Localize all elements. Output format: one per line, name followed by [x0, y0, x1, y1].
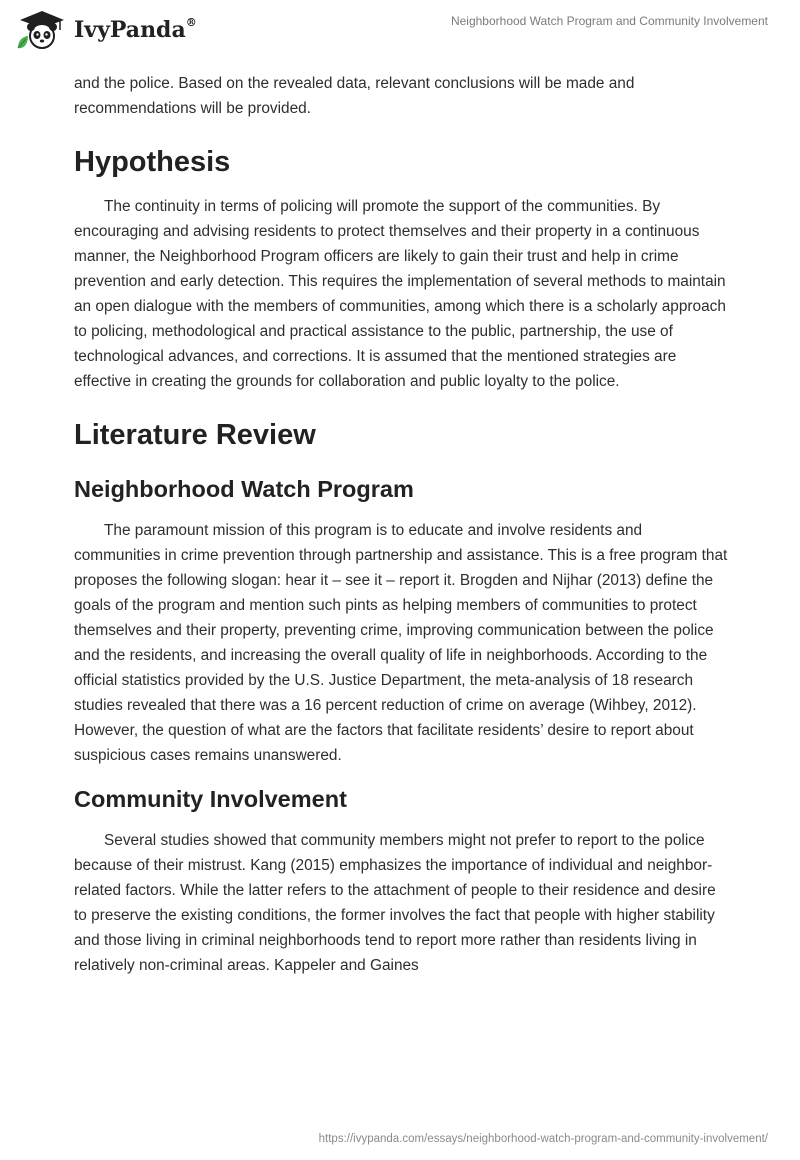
panda-graduate-icon [14, 8, 70, 52]
watch-program-heading: Neighborhood Watch Program [74, 476, 414, 502]
document-title: Neighborhood Watch Program and Community Involvement [450, 14, 768, 28]
source-url[interactable]: https://ivypanda.com/essays/neighborhood-watch-program-and-community-involvement/ [318, 1133, 768, 1145]
hypothesis-heading: Hypothesis [74, 146, 231, 178]
page-header [0, 0, 800, 64]
community-involvement-heading: Community Involvement [74, 786, 347, 812]
literature-review-heading: Literature Review [74, 419, 316, 451]
intro-paragraph: and the police. Based on the revealed data, relevant conclusions will be made and recommendations will be provided. [74, 75, 635, 117]
ivypanda-logo[interactable] [14, 8, 197, 52]
hypothesis-paragraph: The continuity in terms of policing will promote the support of the communities. By encouraging and advising residents to protect themselves and their property in a continuous manner, the Neighborhood Program officers are likely to gain their trust and help in crime prevention and early detection. This requires the implementation of several methods to maintain an open dialogue with the members of communities, among which there is a scholarly approach to policing, methodological and practical assistance to the public, partnership, the use of technological advances, and corrections. It is assumed that the mentioned strategies are effective in creating the grounds for collaboration and public loyalty to the police. [74, 198, 726, 390]
watch-program-paragraph: The paramount mission of this program is to educate and involve residents and communities in crime prevention through partnership and assistance. This is a free program that proposes the following slogan: hear it – see it – report it. Brogden and Nijhar (2013) define the goals of the program and mention such pints as helping members of communities to protect themselves and their property, preventing crime, improving communication between the police and the residents, and increasing the overall quality of life in neighborhoods. According to the official statistics provided by the U.S. Justice Department, the meta-analysis of 18 research studies revealed that there was a 16 percent reduction of crime on average (Wihbey, 2012). However, the question of what are the factors that facilitate residents’ desire to report about suspicious cases remains unanswered. [74, 522, 728, 764]
community-involvement-paragraph: Several studies showed that community members might not prefer to report to the police because of their mistrust. Kang (2015) emphasizes the importance of individual and neighbor-related factors. While the latter refers to the attachment of people to their residence and desire to preserve the existing conditions, the former involves the fact that people with higher stability and those living in criminal neighborhoods tend to report more rather than residents living in relatively non-criminal areas. Kappeler and Gaines [74, 832, 716, 974]
logo-text: IvyPanda® [74, 15, 197, 43]
essay-content [74, 71, 728, 978]
